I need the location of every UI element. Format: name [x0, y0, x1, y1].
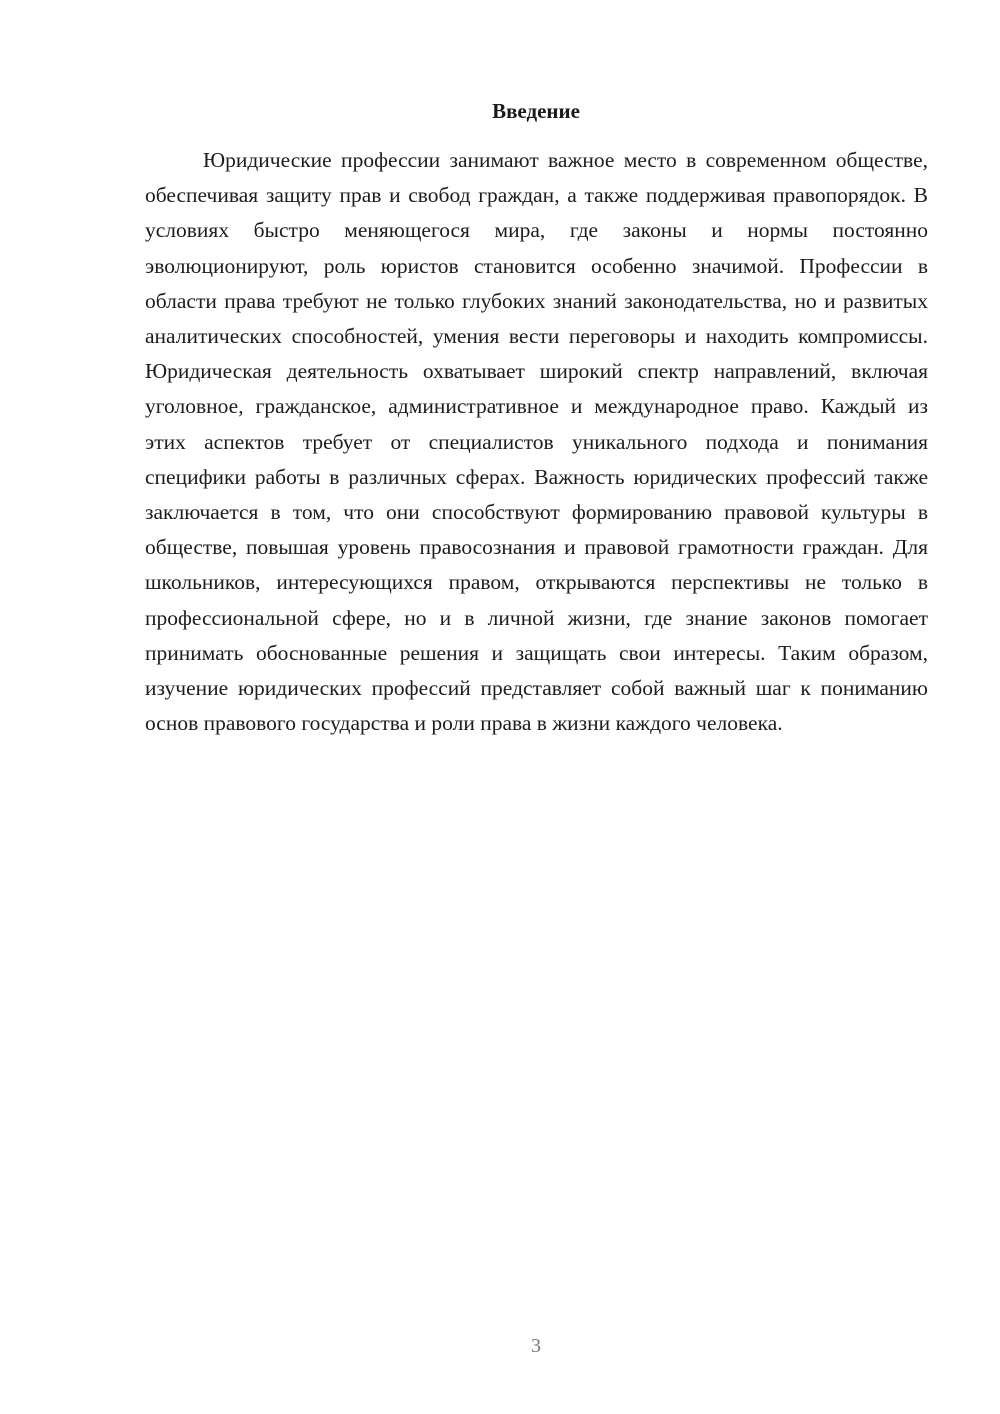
page-number: 3 — [531, 1335, 541, 1357]
body-paragraph: Юридические профессии занимают важное место в современном обществе, обеспечивая защиту прав и свобод граждан, а также поддерживая правопорядок. В условиях быстро меняющегося мира, где законы и нормы постоянно эволюционируют, роль юристов становится особенно значимой. Профессии в области права требуют не только глубоких знаний законодательства, но и развитых аналитических способностей, умения вести переговоры и находить компромиссы. Юридическая деятельность охватывает широкий спектр направлений, включая уголовное, гражданское, административное и международное право. Каждый из этих аспектов требует от специалистов уникального подхода и понимания специфики работы в различных сферах. Важность юридических профессий также заключается в том, что они способствуют формированию правовой культуры в обществе, повышая уровень правосознания и правовой грамотности граждан. Для школьников, интересующихся правом, открываются перспективы не только в профессиональной сфере, но и в личной жизни, где знание законов помогает принимать обоснованные решения и защищать свои интересы. Таким образом, изучение юридических профессий представляет собой важный шаг к пониманию основ правового государства и роли права в жизни каждого человека. — [145, 148, 928, 736]
section-heading: Введение — [492, 99, 580, 123]
